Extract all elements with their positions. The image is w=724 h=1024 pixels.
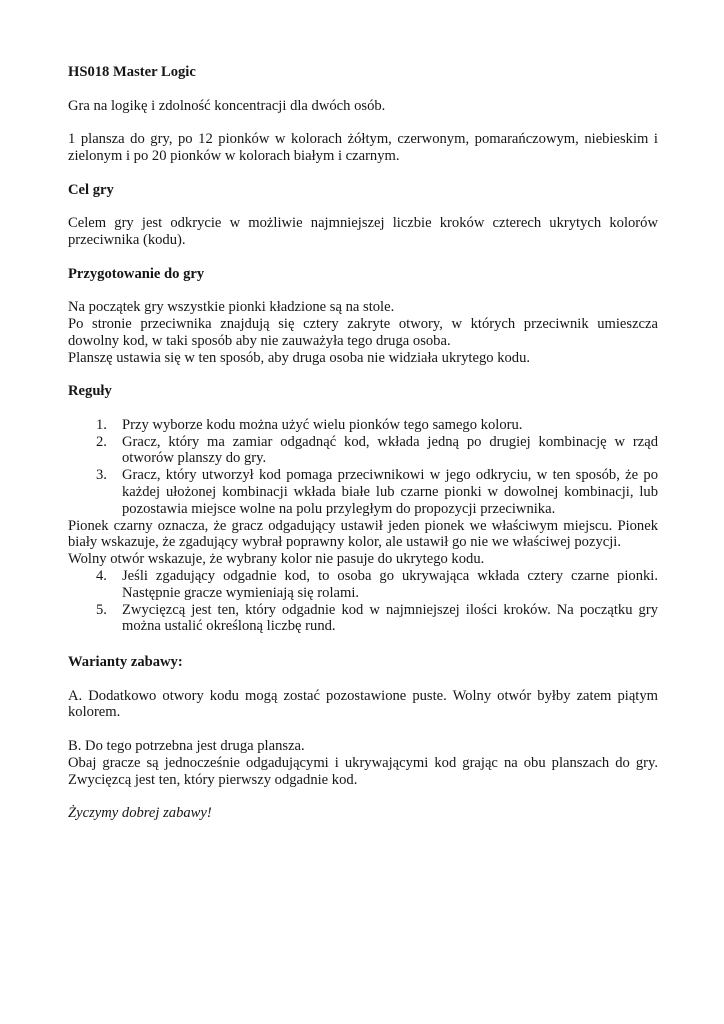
- rule-text-4: Jeśli zgadujący odgadnie kod, to osoba go ukrywająca wkłada cztery czarne pionki. Następnie gracze wymieniają się rolami.: [122, 567, 658, 601]
- rules-note-1: Pionek czarny oznacza, że gracz odgadujący ustawił jeden pionek we właściwym miejscu. Pionek biały wskazuje, że zgadujący wybrał poprawny kolor, ale ustawił go nie we właściwej pozycji.: [68, 517, 658, 551]
- variant-b-intro: B. Do tego potrzebna jest druga plansza.: [68, 738, 305, 755]
- closing-line: Życzymy dobrej zabawy!: [68, 805, 212, 822]
- setup-line-3: Planszę ustawia się w ten sposób, aby druga osoba nie widziała ukrytego kodu.: [68, 349, 531, 366]
- rule-item-3: [68, 467, 658, 517]
- variant-b-paragraph: Obaj gracze są jednocześnie odgadującymi i ukrywającymi kod grając na obu planszach do gry. Zwycięzcą jest ten, który pierwszy odgadnie kod.: [68, 754, 658, 788]
- document-title: HS018 Master Logic: [68, 64, 196, 80]
- setup-heading: Przygotowanie do gry: [68, 265, 205, 282]
- rule-number-5: 5.: [96, 601, 107, 618]
- rule-number-4: 4.: [96, 567, 107, 584]
- rule-item-4: [68, 568, 658, 602]
- rule-item-5: [68, 602, 658, 636]
- goal-paragraph: Celem gry jest odkrycie w możliwie najmniejszej liczbie kroków czterech ukrytych kolorów przeciwnika (kodu).: [68, 215, 658, 248]
- setup-paragraph-group: [68, 299, 658, 366]
- components-paragraph: 1 plansza do gry, po 12 pionków w kolorach żółtym, czerwonym, pomarańczowym, niebieskim i zielonym i po 20 pionków w kolorach białym i czarnym.: [68, 131, 658, 164]
- rule-text-5: Zwycięzcą jest ten, który odgadnie kod w najmniejszej ilości kroków. Na początku gry można ustalić określoną liczbę rund.: [122, 601, 658, 635]
- variants-heading: Warianty zabawy:: [68, 654, 183, 671]
- rule-text-2: Gracz, który ma zamiar odgadnąć kod, wkłada jedną po drugiej kombinację w rząd otworów planszy do gry.: [122, 433, 658, 467]
- rule-item-2: [68, 434, 658, 468]
- rule-number-2: 2.: [96, 433, 107, 450]
- variant-a-paragraph: A. Dodatkowo otwory kodu mogą zostać pozostawione puste. Wolny otwór byłby zatem piątym kolorem.: [68, 687, 658, 721]
- rule-number-3: 3.: [96, 467, 107, 484]
- rule-text-1: Przy wyborze kodu można użyć wielu pionków tego samego koloru.: [122, 416, 523, 433]
- rules-heading: Reguły: [68, 383, 112, 400]
- rule-text-3: Gracz, który utworzył kod pomaga przeciwnikowi w jego odkryciu, w ten sposób, że po każdej ułożonej kombinacji wkłada białe lub czarne pionki w dowolnej kombinacji, lub pozostawia miejsce wolne na polu przyległym do propozycji przeciwnika.: [122, 467, 658, 517]
- intro-paragraph: Gra na logikę i zdolność koncentracji dla dwóch osób.: [68, 97, 386, 114]
- setup-line-1: Na początek gry wszystkie pionki kładzione są na stole.: [68, 299, 395, 316]
- setup-line-2: Po stronie przeciwnika znajdują się cztery zakryte otwory, w których przeciwnik umieszcza dowolny kod, w taki sposób aby nie zauważyła tego druga osoba.: [68, 315, 658, 349]
- rules-section: [68, 417, 658, 635]
- rule-item-1: [68, 417, 658, 434]
- variant-b-group: [68, 738, 658, 788]
- rules-note-2: Wolny otwór wskazuje, że wybrany kolor nie pasuje do ukrytego kodu.: [68, 551, 485, 568]
- rule-number-1: 1.: [96, 416, 107, 433]
- goal-heading: Cel gry: [68, 181, 114, 198]
